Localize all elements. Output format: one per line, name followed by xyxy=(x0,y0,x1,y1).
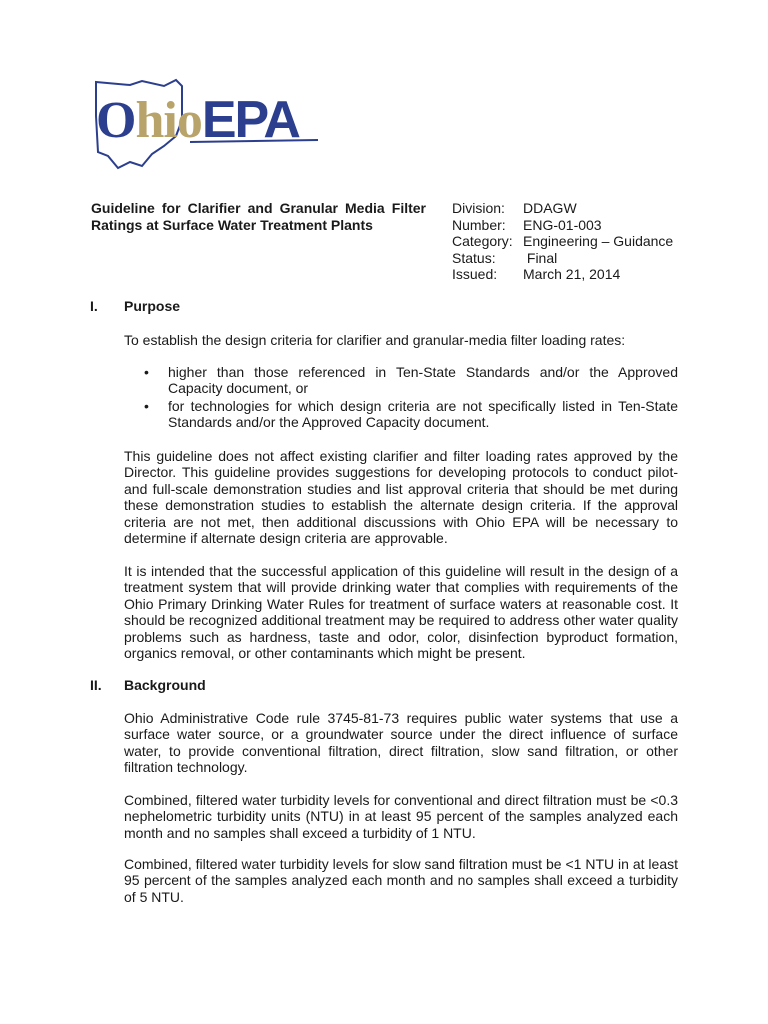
meta-label: Issued: xyxy=(452,266,498,282)
section-number: I. xyxy=(90,298,98,314)
bullet-icon: • xyxy=(144,364,149,380)
bullet-icon: • xyxy=(144,397,149,414)
ohio-epa-logo xyxy=(90,76,330,176)
meta-category xyxy=(452,233,673,250)
meta-division xyxy=(452,200,673,217)
meta-value: ENG-01-003 xyxy=(523,216,602,233)
logo-epa-text: EPA xyxy=(201,91,299,149)
meta-value: Final xyxy=(523,249,558,266)
logo-ohio-o: O xyxy=(96,92,136,149)
meta-value: Engineering – Guidance xyxy=(523,233,674,249)
purpose-bullet-list xyxy=(124,364,678,432)
list-item xyxy=(124,364,678,397)
meta-number xyxy=(452,217,673,234)
background-paragraph-3: Combined, filtered water turbidity levels for slow sand filtration must be <1 NTU in at least 95 percent of the samples analyzed each month and no samples shall exceed a turbidity of 5 NTU. xyxy=(124,856,678,905)
meta-issued xyxy=(452,266,673,283)
meta-label: Category: xyxy=(452,233,513,249)
section-title: Purpose xyxy=(124,298,181,314)
section-title: Background xyxy=(124,677,206,693)
purpose-paragraph-1: This guideline does not affect existing clarifier and filter loading rates approved by the Director. This guideline provides suggestions for developing protocols to conduct pilot- and full-scale demonstration studies and list approval criteria that should be met during these demonstration studies to establish the alternate design criteria. If the approval criteria are not met, then additional discussions with Ohio EPA will be necessary to determine if alternate design criteria are approvable. xyxy=(124,448,678,547)
bullet-text: for technologies for which design criteria are not specifically listed in Ten-State Standards and/or the Approved Capacity document. xyxy=(168,397,678,431)
meta-label: Number: xyxy=(452,216,506,233)
document-metadata xyxy=(452,200,673,283)
document-title: Guideline for Clarifier and Granular Media Filter Ratings at Surface Water Treatment Plants xyxy=(91,200,426,233)
purpose-paragraph-2: It is intended that the successful application of this guideline will result in the design of a treatment system that will provide drinking water that complies with requirements of the Ohio Primary Drinking Water Rules for treatment of surface waters at reasonable cost. It should be recognized additional treatment may be required to address other water quality problems such as hardness, taste and odor, color, disinfection byproduct formation, organics removal, or other contaminants which might be present. xyxy=(124,563,678,662)
background-paragraph-1: Ohio Administrative Code rule 3745-81-73 requires public water systems that use a surface water source, or a groundwater source under the direct influence of surface water, to provide conventional filtration, direct filtration, slow sand filtration, or other filtration technology. xyxy=(124,710,678,776)
background-paragraph-2: Combined, filtered water turbidity levels for conventional and direct filtration must be <0.3 nephelometric turbidity units (NTU) in at least 95 percent of the samples analyzed each month and no samples shall exceed a turbidity of 1 NTU. xyxy=(124,792,678,841)
meta-status xyxy=(452,250,673,267)
meta-value: March 21, 2014 xyxy=(523,266,621,282)
bullet-text: higher than those referenced in Ten-State Standards and/or the Approved Capacity document, or xyxy=(168,364,678,397)
section-number: II. xyxy=(90,677,102,693)
meta-value: DDAGW xyxy=(523,200,577,216)
meta-label: Division: xyxy=(452,200,505,216)
logo-ohio-text: hio xyxy=(135,92,202,149)
list-item xyxy=(124,398,678,431)
meta-label: Status: xyxy=(452,249,496,266)
logo-wordmark xyxy=(96,91,299,149)
purpose-intro: To establish the design criteria for clarifier and granular-media filter loading rates: xyxy=(124,332,626,348)
